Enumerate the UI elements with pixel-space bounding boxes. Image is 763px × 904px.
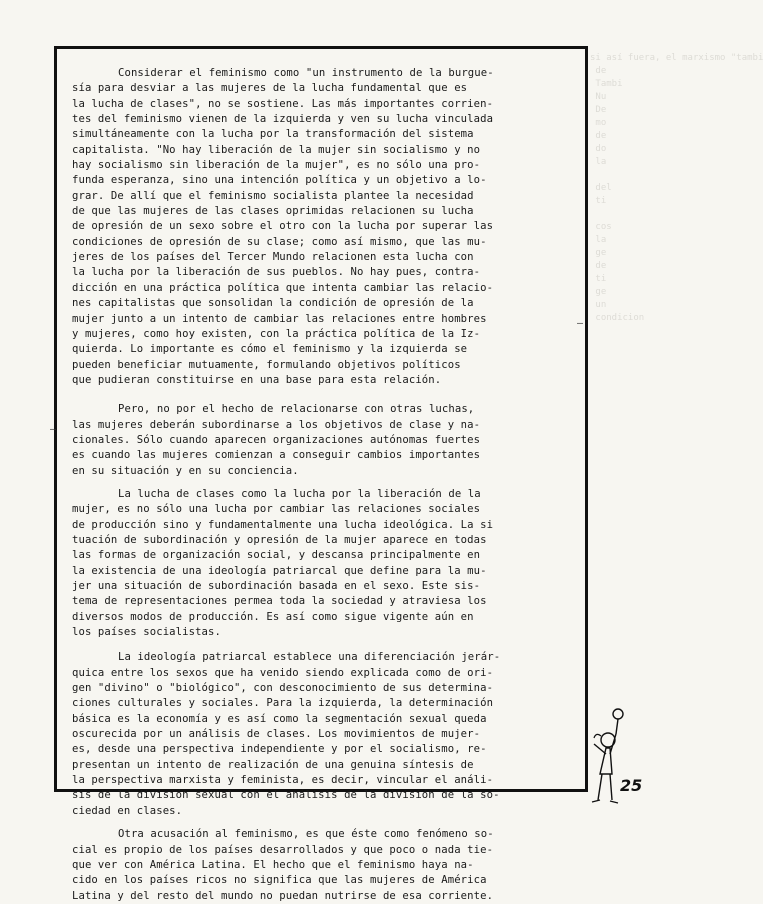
text-line: mujer, es no sólo una lucha por cambiar las relaciones sociales (72, 503, 481, 516)
text-line: sía para desviar a las mujeres de la lucha fundamental que es (72, 82, 468, 95)
text-line: cial es propio de los países desarrollados y que poco o nada tie- (72, 843, 494, 856)
text-line: ciedad en clases. (72, 804, 183, 817)
text-line: grar. De allí que el feminismo socialista plantee la necesidad (72, 189, 474, 202)
text-line: la perspectiva marxista y feminista, es decir, vincular el análi- (72, 774, 494, 787)
bleed-through-text: si así fuera, el marxismo "tambi de Tambi Nu De mo de do la del ti cos la ge de ti ge un condicion (590, 53, 763, 323)
text-line: que ver con América Latina. El hecho que el feminismo haya na- (72, 858, 474, 871)
text-line: tes del feminismo vienen de la izquierda y ven su lucha vinculada (72, 113, 494, 126)
text-line: cionales. Sólo cuando aparecen organizaciones autónomas fuertes (72, 433, 481, 446)
text-line: que pudieran constituirse en una base para esta relación. (72, 373, 442, 386)
margin-mark: — (50, 424, 57, 435)
cartoon-figure-illustration (586, 704, 632, 812)
text-line: mujer junto a un intento de cambiar las relaciones entre hombres (72, 312, 487, 325)
text-line: presentan un intento de realización de una genuina síntesis de (72, 758, 474, 771)
page-number: 25 (620, 776, 643, 795)
text-line: de que las mujeres de las clases oprimidas relacionen su lucha (72, 205, 474, 218)
text-line: las formas de organización social, y descansa principalmente en (72, 549, 481, 562)
text-line: capitalista. "No hay liberación de la mujer sin socialismo y no (72, 143, 481, 156)
article-body (72, 66, 560, 904)
text-line: nes capitalistas que sonsolidan la condición de opresión de la (72, 297, 474, 310)
text-line: condiciones de opresión de su clase; como así mismo, que las mu- (72, 235, 487, 248)
text-line: ciones culturales y sociales. Para la izquierda, la determinación (72, 697, 494, 710)
text-line: pueden beneficiar mutuamente, formulando objetivos políticos (72, 358, 461, 371)
margin-mark: — (577, 318, 584, 329)
text-line: simultáneamente con la lucha por la transformación del sistema (72, 128, 474, 141)
text-line: funda esperanza, sino una intención política y un objetivo a lo- (72, 174, 487, 187)
paragraph (72, 487, 560, 640)
text-line: la existencia de una ideología patriarcal que define para la mu- (72, 564, 487, 577)
text-line: Latina y del resto del mundo no puedan nutrirse de esa corriente. (72, 889, 494, 902)
paragraph (72, 650, 560, 819)
text-line: es, desde una perspectiva independiente y por el socialismo, re- (72, 743, 487, 756)
paragraph (72, 827, 560, 904)
text-line: quierda. Lo importante es cómo el feminismo y la izquierda se (72, 343, 468, 356)
text-line: dicción en una práctica política que intenta cambiar las relacio- (72, 281, 494, 294)
text-line: y mujeres, como hoy existen, con la práctica política de la Iz- (72, 327, 481, 340)
text-line: de producción sino y fundamentalmente una lucha ideológica. La si (72, 518, 494, 531)
text-line: cido en los países ricos no significa que las mujeres de América (72, 874, 487, 887)
paragraph (72, 402, 560, 479)
text-line: tuación de subordinación y opresión de la mujer aparece en todas (72, 533, 487, 546)
text-line: oscurecida por un análisis de clases. Los movimientos de mujer- (72, 728, 481, 741)
text-line: Considerar el feminismo como "un instrumento de la burgue- (118, 67, 494, 79)
paragraph (72, 66, 560, 388)
text-line: diversos modos de producción. Es así como sigue vigente aún en (72, 610, 474, 623)
text-line: es cuando las mujeres comienzan a conseguir cambios importantes (72, 449, 481, 462)
text-line: La ideología patriarcal establece una diferenciación jerár- (118, 651, 501, 664)
text-line: en su situación y en su conciencia. (72, 464, 299, 477)
text-line: gen "divino" o "biológico", con desconocimiento de sus determina- (72, 682, 494, 695)
text-line: la lucha por la liberación de sus pueblos. No hay pues, contra- (72, 266, 481, 279)
text-line: La lucha de clases como la lucha por la liberación de la (118, 487, 481, 500)
text-line: hay socialismo sin liberación de la mujer", es no sólo una pro- (72, 159, 481, 172)
text-line: básica es la economía y es así como la segmentación sexual queda (72, 712, 487, 725)
text-line: Pero, no por el hecho de relacionarse con otras luchas, (118, 403, 475, 416)
text-line: quica entre los sexos que ha venido siendo explicada como de ori- (72, 666, 494, 679)
text-line: las mujeres deberán subordinarse a los objetivos de clase y na- (72, 418, 481, 431)
text-line: la lucha de clases", no se sostiene. Las más importantes corrien- (72, 97, 494, 110)
text-line: sis de la división sexual con el análisis de la división de la so- (72, 789, 500, 802)
text-line: de opresión de un sexo sobre el otro con la lucha por superar las (72, 220, 494, 233)
text-line: tema de representaciones permea toda la sociedad y atraviesa los (72, 595, 487, 608)
text-line: jer una situación de subordinación basada en el sexo. Este sis- (72, 580, 481, 592)
text-line: Otra acusación al feminismo, es que éste como fenómeno so- (118, 828, 494, 841)
text-line: jeres de los países del Tercer Mundo relacionen esta lucha con (72, 251, 474, 264)
text-line: los países socialistas. (72, 626, 221, 639)
